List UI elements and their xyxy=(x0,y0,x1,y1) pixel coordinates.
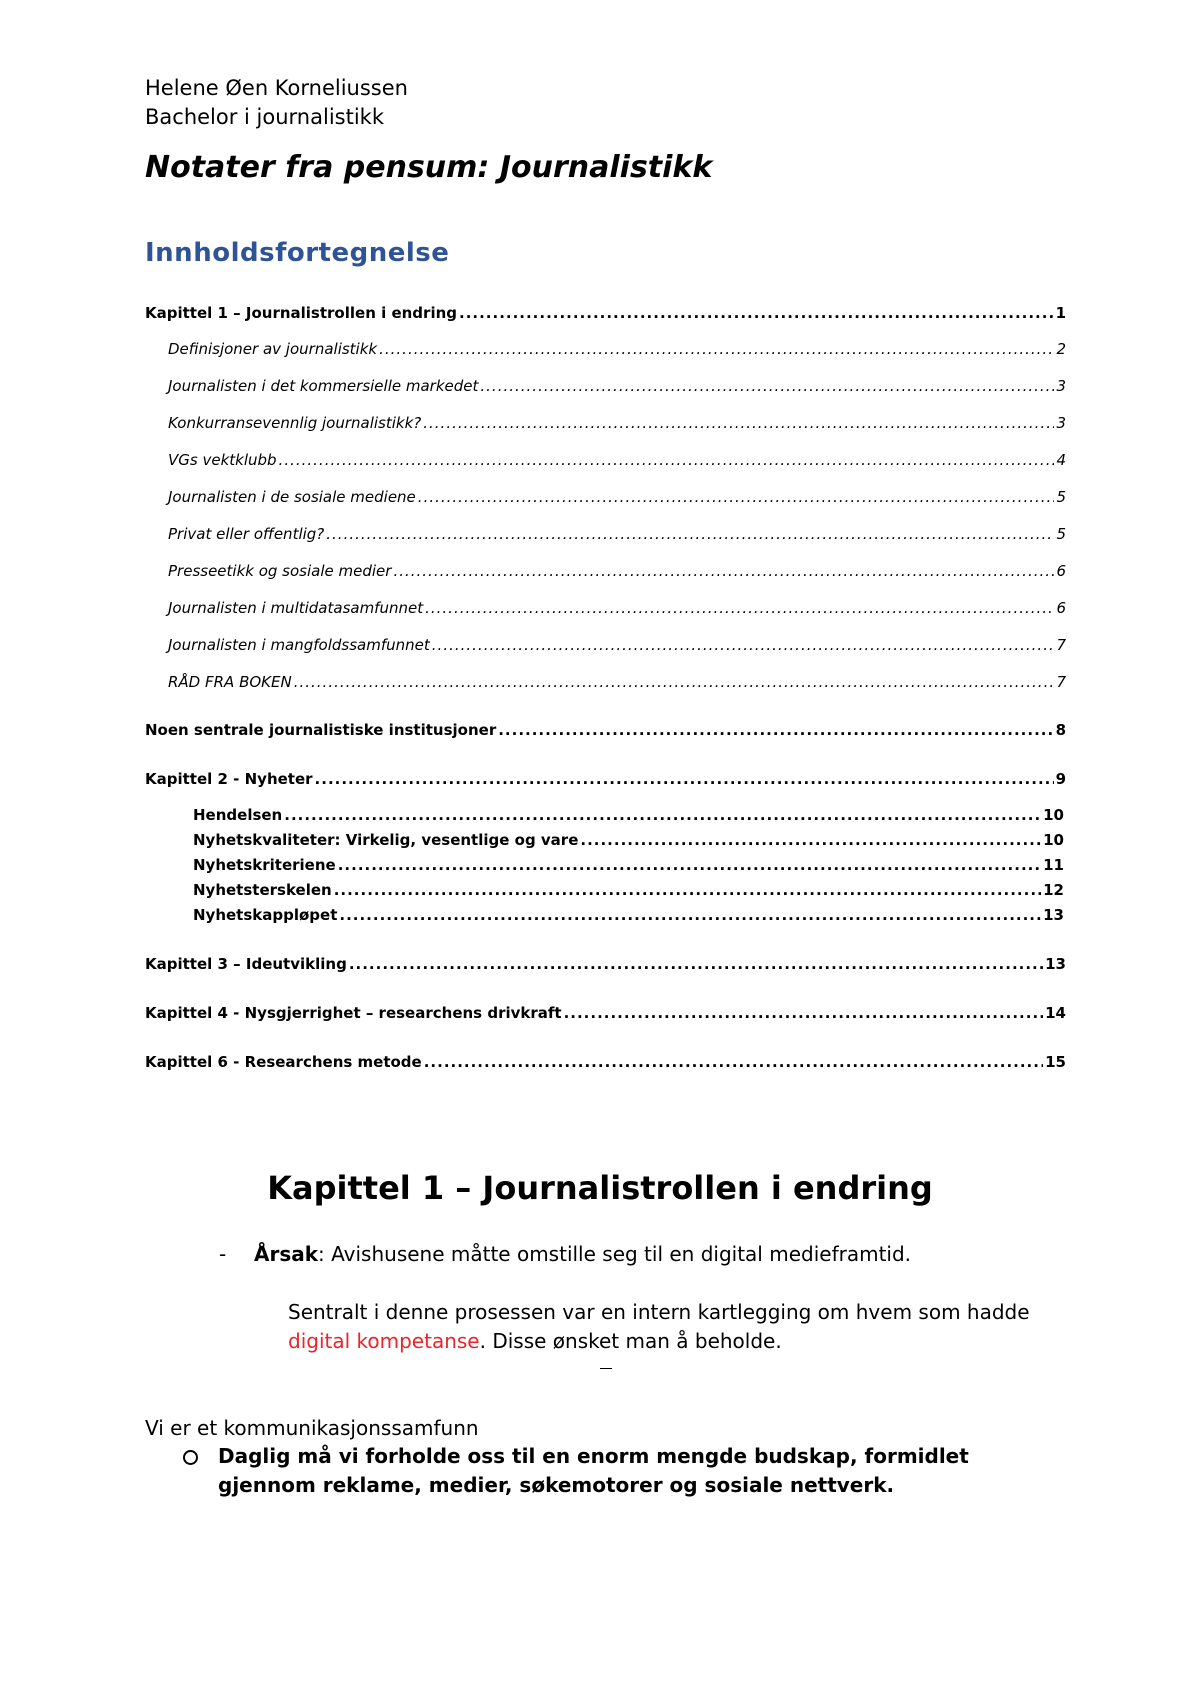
toc-entry[interactable] xyxy=(193,804,1064,826)
toc-heading: Innholdsfortegnelse xyxy=(145,238,450,268)
toc-entry-label: Nyhetskappløpet xyxy=(193,906,338,924)
toc-page-number: 7 xyxy=(1056,636,1066,654)
toc-entry-label: Journalisten i de sosiale mediene xyxy=(168,488,416,506)
section-lead: Vi er et kommunikasjonssamfunn xyxy=(145,1416,479,1440)
toc-leader xyxy=(284,804,1041,826)
toc-entry[interactable] xyxy=(168,486,1066,508)
toc-leader xyxy=(279,449,1054,471)
toc-page-number: 7 xyxy=(1056,673,1066,691)
toc-leader xyxy=(580,829,1041,851)
toc-page-number: 12 xyxy=(1043,881,1064,899)
toc-entry[interactable] xyxy=(145,719,1066,741)
toc-entry[interactable] xyxy=(193,829,1064,851)
toc-entry[interactable] xyxy=(145,1051,1066,1073)
toc-page-number: 13 xyxy=(1043,906,1064,924)
toc-page-number: 4 xyxy=(1056,451,1066,469)
toc-entry-label: Noen sentrale journalistiske institusjoner xyxy=(145,721,497,739)
toc-entry[interactable] xyxy=(168,597,1066,619)
toc-leader xyxy=(379,338,1054,360)
bullet-item: Daglig må vi forholde oss til en enorm mengde budskap, formidlet gjennom reklame, medier, søkemotorer og sosiale nettverk. xyxy=(218,1444,969,1497)
toc-page-number: 2 xyxy=(1056,340,1066,358)
author-name: Helene Øen Korneliussen xyxy=(145,76,408,100)
toc-leader xyxy=(423,412,1054,434)
toc-page-number: 9 xyxy=(1055,770,1066,788)
toc-leader xyxy=(498,719,1053,741)
toc-leader xyxy=(424,1051,1043,1073)
chapter-heading: Kapittel 1 – Journalistrollen i endring xyxy=(267,1169,933,1207)
toc-leader xyxy=(349,953,1043,975)
toc-leader xyxy=(339,904,1041,926)
cause-label: Årsak xyxy=(254,1242,319,1266)
toc-entry[interactable] xyxy=(168,523,1066,545)
toc-leader xyxy=(459,302,1054,324)
toc-entry-label: RÅD FRA BOKEN xyxy=(168,673,292,691)
toc-leader xyxy=(334,879,1041,901)
list-dash: - xyxy=(219,1242,227,1266)
short-rule xyxy=(600,1368,612,1369)
toc-entry-label: Hendelsen xyxy=(193,806,283,824)
toc-leader xyxy=(326,523,1054,545)
toc-entry[interactable] xyxy=(168,375,1066,397)
toc-entry[interactable] xyxy=(168,560,1066,582)
cause-text: : Avishusene måtte omstille seg til en digital medieframtid. xyxy=(318,1242,912,1266)
toc-entry-label: Nyhetskriteriene xyxy=(193,856,336,874)
toc-entry[interactable] xyxy=(168,671,1066,693)
toc-page-number: 10 xyxy=(1043,806,1064,824)
toc-page-number: 5 xyxy=(1056,525,1066,543)
toc-entry-label: Journalisten i multidatasamfunnet xyxy=(168,599,424,617)
cause-line xyxy=(254,1240,911,1269)
toc-page-number: 3 xyxy=(1056,377,1066,395)
toc-leader xyxy=(425,597,1054,619)
toc-page-number: 6 xyxy=(1056,562,1066,580)
toc-entry[interactable] xyxy=(193,879,1064,901)
toc-entry-label: Privat eller offentlig? xyxy=(168,525,325,543)
toc-leader xyxy=(564,1002,1044,1024)
toc-leader xyxy=(338,854,1041,876)
toc-entry-label: Kapittel 4 - Nysgjerrighet – researchens drivkraft xyxy=(145,1004,562,1022)
highlight-text: digital kompetanse xyxy=(288,1329,480,1353)
paragraph-text: . Disse ønsket man å beholde. xyxy=(479,1329,782,1353)
competence-paragraph xyxy=(288,1298,1068,1356)
toc-entry-label: Konkurransevennlig journalistikk? xyxy=(168,414,422,432)
paragraph-text: Sentralt i denne prosessen var en intern kartlegging om hvem som hadde xyxy=(288,1300,1030,1324)
toc-entry-label: Presseetikk og sosiale medier xyxy=(168,562,392,580)
toc-page-number: 8 xyxy=(1055,721,1066,739)
study-program: Bachelor i journalistikk xyxy=(145,105,384,129)
toc-entry[interactable] xyxy=(145,953,1066,975)
toc-leader xyxy=(315,768,1054,790)
toc-page-number: 14 xyxy=(1045,1004,1066,1022)
toc-page-number: 5 xyxy=(1056,488,1066,506)
toc-page-number: 3 xyxy=(1056,414,1066,432)
toc-entry[interactable] xyxy=(145,1002,1066,1024)
toc-page-number: 10 xyxy=(1043,831,1064,849)
toc-leader xyxy=(432,634,1054,656)
toc-entry-label: VGs vektklubb xyxy=(168,451,277,469)
toc-entry-label: Journalisten i mangfoldssamfunnet xyxy=(168,636,430,654)
toc-entry[interactable] xyxy=(168,338,1066,360)
document-title: Notater fra pensum: Journalistikk xyxy=(145,150,713,185)
toc-entry-label: Journalisten i det kommersielle markedet xyxy=(168,377,479,395)
toc-leader xyxy=(393,560,1054,582)
toc-entry[interactable] xyxy=(145,302,1066,324)
toc-entry-label: Kapittel 2 - Nyheter xyxy=(145,770,313,788)
toc-entry[interactable] xyxy=(168,449,1066,471)
toc-page-number: 6 xyxy=(1056,599,1066,617)
toc-page-number: 13 xyxy=(1045,955,1066,973)
toc-page-number: 11 xyxy=(1043,856,1064,874)
toc-entry[interactable] xyxy=(193,854,1064,876)
toc-leader xyxy=(418,486,1054,508)
toc-entry-label: Nyhetsterskelen xyxy=(193,881,332,899)
toc-entry-label: Kapittel 6 - Researchens metode xyxy=(145,1053,422,1071)
toc-entry-label: Nyhetskvaliteter: Virkelig, vesentlige og vare xyxy=(193,831,579,849)
toc-entry[interactable] xyxy=(145,768,1066,790)
toc-entry[interactable] xyxy=(193,904,1064,926)
circle-bullet-icon xyxy=(183,1450,198,1465)
toc-leader xyxy=(480,375,1054,397)
toc-entry-label: Kapittel 1 – Journalistrollen i endring xyxy=(145,304,457,322)
toc-entry[interactable] xyxy=(168,412,1066,434)
toc-leader xyxy=(294,671,1054,693)
toc-entry-label: Kapittel 3 – Ideutvikling xyxy=(145,955,347,973)
toc-page-number: 15 xyxy=(1045,1053,1066,1071)
toc-page-number: 1 xyxy=(1055,304,1066,322)
toc-entry[interactable] xyxy=(168,634,1066,656)
toc-entry-label: Definisjoner av journalistikk xyxy=(168,340,378,358)
